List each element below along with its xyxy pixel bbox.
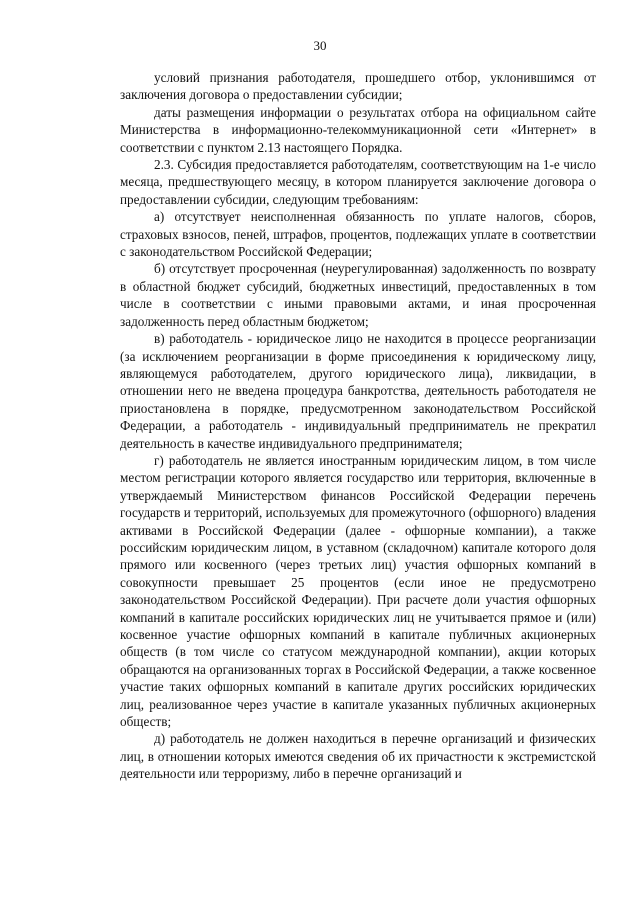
page-number: 30 (313, 38, 327, 53)
paragraph-requirement-v: в) работодатель - юридическое лицо не находится в процессе реорганизации (за исключением реорганизации в форме присоединения к юридическому лицу, являющемуся работодателем, другого юридического лица), ликвидации, в отношении него не введена процедура банкротства, деятельность работодателя не приостановлена в порядке, предусмотренном законодательством Российской Федерации, а работодатель - индивидуальный предприниматель не прекратил деятельность в качестве индивидуального предпринимателя; (120, 331, 596, 451)
paragraph-section-2-3: 2.3. Субсидия предоставляется работодателям, соответствующим на 1-е число месяца, предшествующего месяцу, в котором планируется заключение договора о предоставлении субсидии, следующим требованиям: (120, 157, 596, 207)
paragraph-publication-date: даты размещения информации о результатах отбора на официальном сайте Министерства в информационно-телекоммуникационной сети «Интернет» в соответствии с пунктом 2.13 настоящего Порядка. (120, 104, 596, 155)
paragraph-requirement-g: г) работодатель не является иностранным юридическим лицом, в том числе местом регистрации которого является государство или территория, включенные в утверждаемый Министерством финансов Российской Федерации перечень государств и территорий, используемых для промежуточного (офшорного) владения активами в Российской Федерации (далее - офшорные компании), а также российским юридическим лицом, в уставном (складочном) капитале которого доля прямого или косвенного (через третьих лиц) участия офшорных компаний в совокупности превышает 25 процентов (если иное не предусмотрено законодательством Российской Федерации). При расчете доли участия офшорных компаний в капитале российских юридических лиц не учитывается прямое и (или) косвенное участие офшорных компаний в капитале публичных акционерных обществ (в том числе со статусом международной компании), акции которых обращаются на организованных торгах в Российской Федерации, а также косвенное участие таких офшорных компаний в капитале других российских юридических лиц, реализованное через участие в капитале указанных публичных акционерных обществ; (120, 452, 596, 730)
paragraph-requirement-b: б) отсутствует просроченная (неурегулированная) задолженность по возврату в областной бюджет субсидий, бюджетных инвестиций, предоставленных в том числе в соответствии с иными правовыми актами, и иная просроченная задолженность перед областным бюджетом; (120, 261, 596, 329)
paragraph-requirement-d: д) работодатель не должен находиться в перечне организаций и физических лиц, в отношении которых имеются сведения об их причастности к экстремистской деятельности или терроризму, либо в перечне организаций и (120, 731, 596, 782)
paragraph-deadline-conditions: условий признания работодателя, прошедшего отбор, уклонившимся от заключения договора о предоставлении субсидии; (120, 70, 596, 103)
paragraph-requirement-a: а) отсутствует неисполненная обязанность по уплате налогов, сборов, страховых взносов, пеней, штрафов, процентов, подлежащих уплате в соответствии с законодательством Российской Федерации; (120, 209, 596, 260)
document-body (120, 69, 596, 783)
